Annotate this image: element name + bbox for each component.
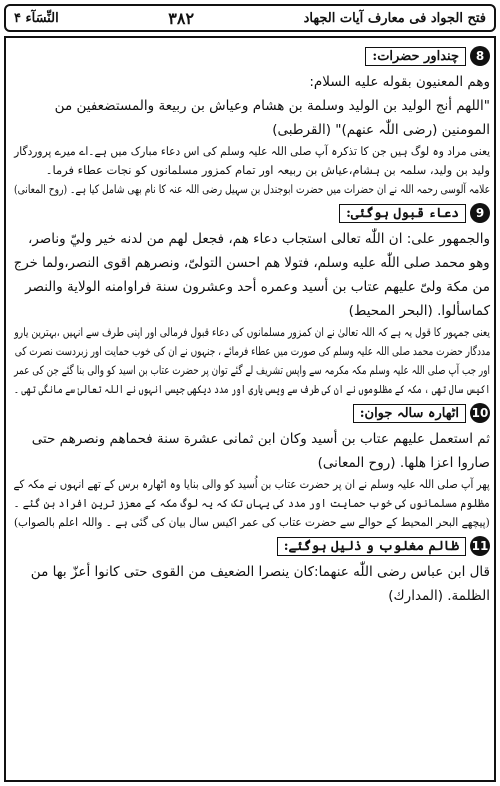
arabic-line: قال ابن عباس رضی اللّٰه عنهما:كان ينصرا الضعيف من القوى حتى كانوا أعزّ بها من bbox=[30, 564, 490, 580]
arabic-line: كماسألوا. (البحر المحيط) bbox=[348, 303, 490, 319]
urdu-line: اکیس سال تھی ، مکہ کے مظلوموں نے ان کی طرف سے ویسی یاری اور مدد دیکھی جیسی انہوں نے اللہ تعالیٰ سے مانگی تھی ۔ bbox=[13, 382, 490, 396]
page-content bbox=[10, 42, 490, 608]
arabic-line: الظلمة. (المدارك) bbox=[388, 588, 490, 604]
arabic-line: والجمهور على: ان اللّٰه تعالى استجاب دعاء هم، فجعل لهم من لدنه خير وليّ وناصر، bbox=[27, 231, 490, 247]
arabic-line: من مكة ولىّ عليهم عتاب بن أسيد وعمره أحد وعشرون سنة فراوامنه الولاية والنصر bbox=[25, 279, 490, 295]
section-title: چنداور حضرات: bbox=[365, 47, 466, 66]
arabic-line: وهو محمد صلى اللّٰه عليه وسلم، فتولا هم احسن التولىّ، ونصرهم اقوى النصر،ولما خرج bbox=[14, 255, 490, 271]
urdu-line: مظلوم مسلمانوں کی خوب حمایت اور مدد کی یہاں تک کہ یہ لوگ مکہ کے معزز ترین افراد بن گئے ۔ bbox=[13, 496, 490, 510]
page-header bbox=[4, 4, 496, 32]
section-heading-8 bbox=[10, 44, 490, 68]
urdu-note: (پیچھے البحر المحیط کے حوالے سے حضرت عتاب کی عمر اکیس سال بیان کی گئی ہے ۔ واللہ اعلم بالصواب) bbox=[14, 515, 490, 529]
page-number: ۳۸۲ bbox=[168, 8, 195, 28]
section-title: ظالم مغلوب و ذلیل ہوگئے: bbox=[277, 537, 466, 556]
urdu-line: یعنی مراد وہ لوگ ہیں جن کا تذکرہ آپ صلی اللہ علیہ وسلم کی اس دعاء مبارک میں ہے۔اے میرے پروردگار bbox=[14, 144, 490, 158]
section-number-badge: 9 bbox=[470, 203, 490, 223]
arabic-line: وهم المعنيون بقوله عليه السلام: bbox=[309, 74, 490, 90]
urdu-line: اور جب آپ صلی اللہ علیہ وسلم مکہ مکرمہ سے واپس تشریف لے گئے توان پر حضرت عتاب بن اسید کو والی بنا گئے جن کی عمر bbox=[14, 363, 490, 377]
section-heading-10 bbox=[10, 401, 490, 425]
section-number-badge: 11 bbox=[470, 536, 490, 556]
section-heading-9 bbox=[10, 201, 490, 225]
section-title: اٹھارہ سالہ جوان: bbox=[353, 404, 466, 423]
urdu-line: مددگار حضرت محمد صلی اللہ علیہ وسلم کی صورت میں عطاء فرمائے ، جنہوں نے ان کی خوب حمایت اور زبردست نصرت کی bbox=[14, 344, 490, 358]
arabic-line: "اللهم أنج الوليد بن الوليد وسلمة بن هشام وعياش بن ربيعة والمستضعفين من bbox=[54, 98, 490, 114]
arabic-line: ثم استعمل عليهم عتاب بن أسيد وكان ابن ثمانى عشرة سنة فحماهم ونصرهم حتى bbox=[31, 431, 490, 447]
urdu-line: علامہ آلوسی رحمہ اللہ نے ان حضرات میں حضرت ابوجندل بن سہیل رضی اللہ عنہ کا نام بھی شامل کیا ہے۔ (روح المعانی) bbox=[13, 182, 490, 196]
section-number-badge: 8 bbox=[470, 46, 490, 66]
surah-name: النِّسَآء ۴ bbox=[14, 10, 59, 26]
arabic-line: صاروا اعزا هلها. (روح المعانى) bbox=[317, 455, 490, 471]
section-number-badge: 10 bbox=[470, 403, 490, 423]
urdu-line: ولید بن ولید، سلمہ بن ہشام،عیاش بن ربیعہ اور تمام کمزور مسلمانوں کو نجات عطاء فرما۔ bbox=[45, 163, 490, 177]
urdu-line: پھر آپ صلی اللہ علیہ وسلم نے ان پر حضرت عتاب بن اُسید کو والی بنایا وہ اٹھارہ برس کے تھے انہوں نے مکہ کے bbox=[13, 477, 490, 491]
urdu-line: یعنی جمہور کا قول یہ ہے کہ اللہ تعالیٰ نے ان کمزور مسلمانوں کی دعاء قبول فرمالی اور اپنی طرف سے انہیں ،بہترین یارو bbox=[14, 325, 490, 339]
arabic-line: المومنين (رضی اللّٰہ عنھم)" (القرطبی) bbox=[272, 122, 490, 138]
section-title: دعاء قبول ہوگئی: bbox=[339, 204, 466, 223]
book-title: فتح الجواد فی معارف آیات الجهاد bbox=[303, 10, 486, 26]
section-heading-11 bbox=[10, 534, 490, 558]
